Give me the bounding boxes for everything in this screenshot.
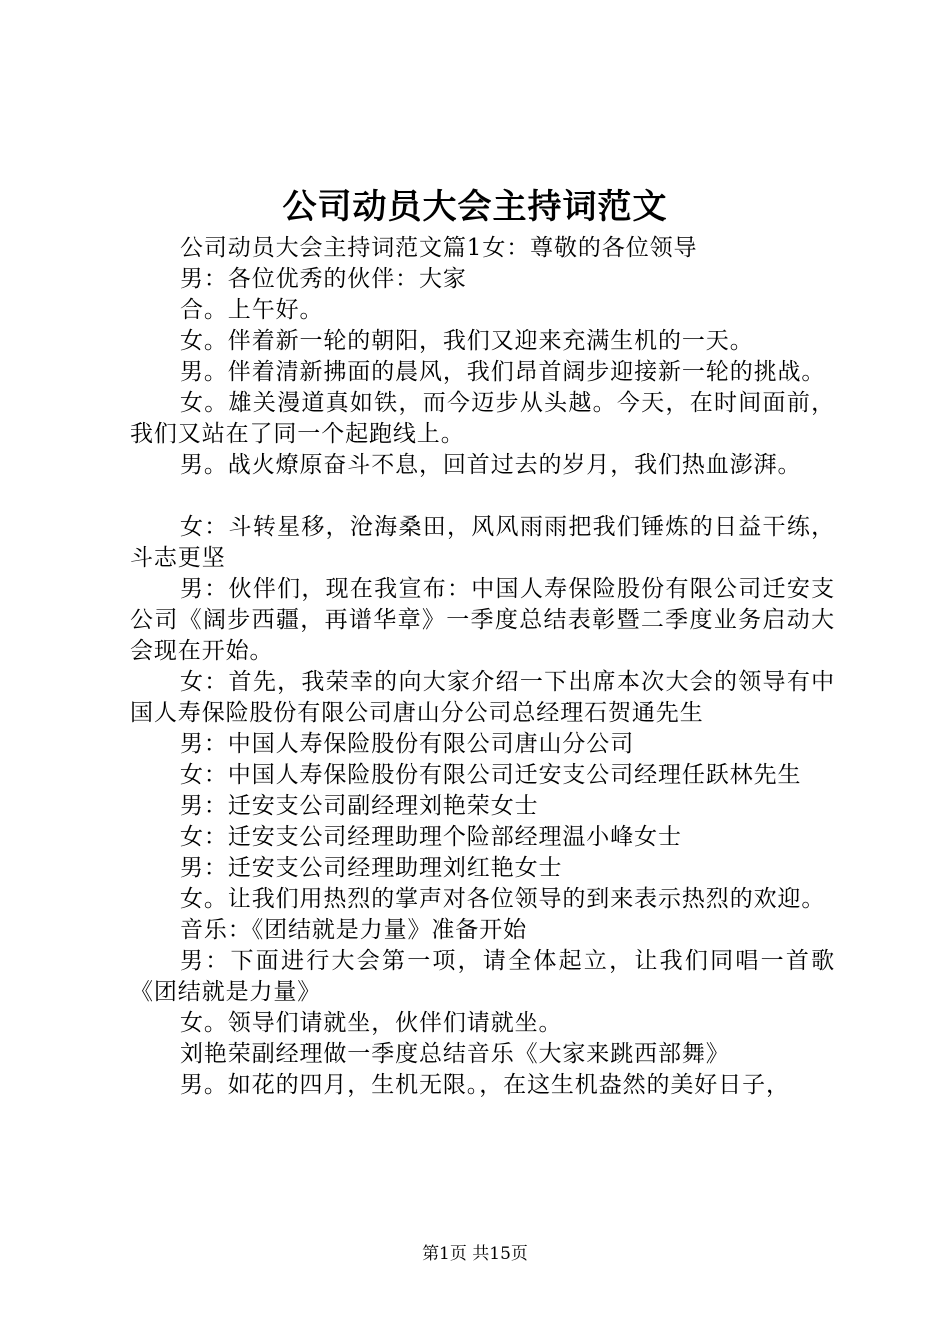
paragraph: 刘艳荣副经理做一季度总结音乐《大家来跳西部舞》 <box>180 1041 730 1067</box>
paragraph: 女。雄关漫道真如铁，而今迈步从头越。今天，在时间面前，我们又站在了同一个起跑线上。 <box>130 390 835 447</box>
paragraph: 女：斗转星移，沧海桑田，风风雨雨把我们锤炼的日益干练，斗志更坚 <box>130 514 835 571</box>
paragraph: 女。领导们请就坐，伙伴们请就坐。 <box>180 1010 563 1036</box>
paragraph: 女。伴着新一轮的朝阳，我们又迎来充满生机的一天。 <box>180 328 754 354</box>
paragraph: 男：各位优秀的伙伴：大家 <box>180 266 467 292</box>
paragraph: 男：伙伴们，现在我宣布：中国人寿保险股份有限公司迁安支公司《阔步西疆，再谱华章》一季度总结表彰暨二季度业务启动大会现在开始。 <box>130 576 835 664</box>
paragraph: 女：首先，我荣幸的向大家介绍一下出席本次大会的领导有中国人寿保险股份有限公司唐山分公司总经理石贺通先生 <box>130 669 835 726</box>
paragraph: 男：下面进行大会第一项，请全体起立，让我们同唱一首歌《团结就是力量》 <box>130 948 835 1005</box>
document-body <box>130 233 835 1101</box>
paragraph: 公司动员大会主持词范文篇1女：尊敬的各位领导 <box>180 235 698 261</box>
paragraph: 女。让我们用热烈的掌声对各位领导的到来表示热烈的欢迎。 <box>180 886 826 912</box>
paragraph: 女：中国人寿保险股份有限公司迁安支公司经理任跃林先生 <box>180 762 802 788</box>
paragraph: 女：迁安支公司经理助理个险部经理温小峰女士 <box>180 824 682 850</box>
paragraph: 男：迁安支公司经理助理刘红艳女士 <box>180 855 563 881</box>
paragraph: 男：中国人寿保险股份有限公司唐山分公司 <box>180 731 635 757</box>
paragraph: 合。上午好。 <box>180 297 324 323</box>
paragraph: 男：迁安支公司副经理刘艳荣女士 <box>180 793 539 819</box>
blank-line <box>130 481 835 512</box>
paragraph: 男。战火燎原奋斗不息，回首过去的岁月，我们热血澎湃。 <box>180 452 802 478</box>
paragraph: 男。伴着清新拂面的晨风，我们昂首阔步迎接新一轮的挑战。 <box>180 359 826 385</box>
paragraph: 男。如花的四月，生机无限。，在这生机盎然的美好日子， <box>180 1072 790 1098</box>
paragraph: 音乐：《团结就是力量》准备开始 <box>180 917 527 943</box>
document-title: 公司动员大会主持词范文 <box>282 187 668 227</box>
page-number: 第1页 共15页 <box>422 1244 528 1264</box>
